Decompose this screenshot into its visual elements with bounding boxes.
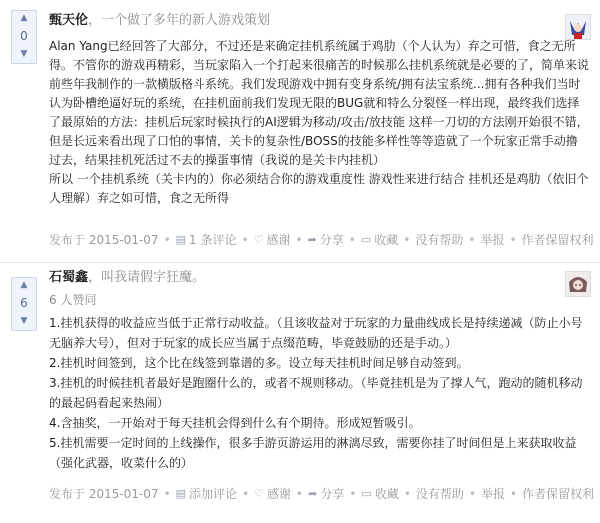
- votes-info[interactable]: 6 人赞同: [49, 293, 97, 307]
- thanks-button[interactable]: ♡ 感谢: [253, 233, 291, 247]
- answer-paragraph: 2.挂机时间签到，这个比在线签到靠谱的多。设立每天挂机时间足够自动签到。: [49, 356, 469, 370]
- answer-item: [0, 262, 600, 523]
- author-info: 石蜀鑫，叫我请假字狂魔。: [49, 270, 206, 285]
- comment-icon: ▤: [175, 487, 187, 500]
- author-bio: 一个做了多年的新人游戏策划: [101, 13, 271, 28]
- heart-icon: ♡: [254, 487, 265, 500]
- no-help-button[interactable]: 没有帮助: [415, 233, 464, 247]
- answer-content: [49, 37, 589, 208]
- copyright-link[interactable]: 作者保留权利: [522, 487, 595, 501]
- avatar-icon: [566, 272, 590, 296]
- avatar-icon: [566, 15, 590, 39]
- answer-paragraph: 所以 一个挂机系统（关卡内的）你必须结合你的游戏重度性 游戏性来进行结合 挂机还是鸡肋（依旧个人理解）弃之如可惜，食之无所得: [49, 172, 589, 205]
- bookmark-icon: ▭: [361, 487, 372, 500]
- share-button[interactable]: ➦ 分享: [307, 233, 344, 247]
- no-help-button[interactable]: 没有帮助: [415, 487, 464, 501]
- comment-icon: ▤: [175, 233, 187, 246]
- answer-paragraph: 3.挂机的时候挂机者最好是跑圈什么的，或者不规则移动。（毕竟挂机是为了撑人气，跑动的随机移动的最起码看起来热闹）: [49, 376, 583, 410]
- author-info: 甄天伦，一个做了多年的新人游戏策划: [49, 13, 271, 28]
- vote-count: 6: [20, 296, 28, 310]
- publish-date[interactable]: 发布于 2015-01-07: [49, 233, 159, 247]
- report-button[interactable]: 举报: [481, 487, 506, 501]
- thanks-button[interactable]: ♡ 感谢: [254, 487, 292, 501]
- share-button[interactable]: ➦ 分享: [308, 487, 345, 501]
- comments-button[interactable]: ▤ 1 条评论: [175, 233, 237, 247]
- author-bio: 叫我请假字狂魔。: [101, 270, 206, 285]
- author-name[interactable]: 甄天伦: [49, 13, 89, 28]
- author-name[interactable]: 石蜀鑫: [49, 270, 89, 285]
- publish-date[interactable]: 发布于 2015-01-07: [49, 487, 159, 501]
- upvote-arrow-icon[interactable]: ▲: [20, 13, 28, 23]
- report-button[interactable]: 举报: [480, 233, 505, 247]
- vote-count: 0: [20, 29, 28, 43]
- vote-widget: [11, 10, 37, 64]
- copyright-link[interactable]: 作者保留权利: [521, 233, 594, 247]
- share-arrow-icon: ➦: [308, 487, 318, 500]
- upvote-arrow-icon[interactable]: ▲: [20, 280, 28, 290]
- collect-button[interactable]: ▭ 收藏: [360, 233, 399, 247]
- bookmark-icon: ▭: [360, 233, 372, 246]
- answer-content: [49, 313, 589, 473]
- answer-paragraph: 1.挂机获得的收益应当低于正常行动收益。（且该收益对于玩家的力量曲线成长是持续递减（防止小号无脑养大号），但对于玩家的成长应当属于点缀范畴，毕竟鼓励的还是手动。）: [49, 316, 583, 350]
- answer-footer: 发布于 2015-01-07 • ▤ 1 条评论 • ♡ 感谢 • ➦ 分享 • ▭ 收藏 • 没有帮助 • 举报 • 作者保留权利: [49, 232, 594, 247]
- comments-button[interactable]: ▤ 添加评论: [175, 487, 238, 501]
- avatar[interactable]: [565, 271, 591, 297]
- downvote-arrow-icon[interactable]: ▼: [20, 316, 28, 326]
- downvote-arrow-icon[interactable]: ▼: [20, 49, 28, 59]
- answer-paragraph: 4.含抽奖，一开始对于每天挂机会得到什么有个期待。形成短暂吸引。: [49, 416, 421, 430]
- collect-button[interactable]: ▭ 收藏: [361, 487, 399, 501]
- share-arrow-icon: ➦: [307, 233, 317, 246]
- answer-footer: 发布于 2015-01-07 • ▤ 添加评论 • ♡ 感谢 • ➦ 分享 • ▭ 收藏 • 没有帮助 • 举报 • 作者保留权利: [49, 486, 595, 501]
- answer-paragraph: Alan Yang已经回答了大部分，不过还是来确定挂机系统属于鸡肋（个人认为）弃之可惜，食之无所得。不管你的游戏再精彩，当玩家陷入一个打起来很痛苦的时候那么挂机系统就是必要的了，简单来说前些年我制作的一款横版格斗系统。我们发现游戏中拥有变身系统/拥有法宝系统...拥有各种我们当时认为卧槽绝逼好玩的系统，在挂机面前我们发现无限的BUG就和特么分裂怪一样出现，最终我们选择了最原始的方法：挂机后玩家时候执行的AI逻辑为移动/攻击/放技能 这样一刀切的方法刚开始很不错，但是长远来看出现了口怕的事情，关卡的复杂性/BOSS的技能多样性等等造就了一个玩家正常手动撸过去，结果挂机死活过不去的操蛋事情（我说的是关卡内挂机）: [49, 39, 590, 167]
- answer-paragraph: 5.挂机需要一定时间的上线操作，很多手游页游运用的淋漓尽致，需要你挂了时间但是上来获取收益（强化武器，收菜什么的）: [49, 436, 577, 470]
- heart-icon: ♡: [253, 233, 264, 246]
- vote-widget: [11, 277, 37, 331]
